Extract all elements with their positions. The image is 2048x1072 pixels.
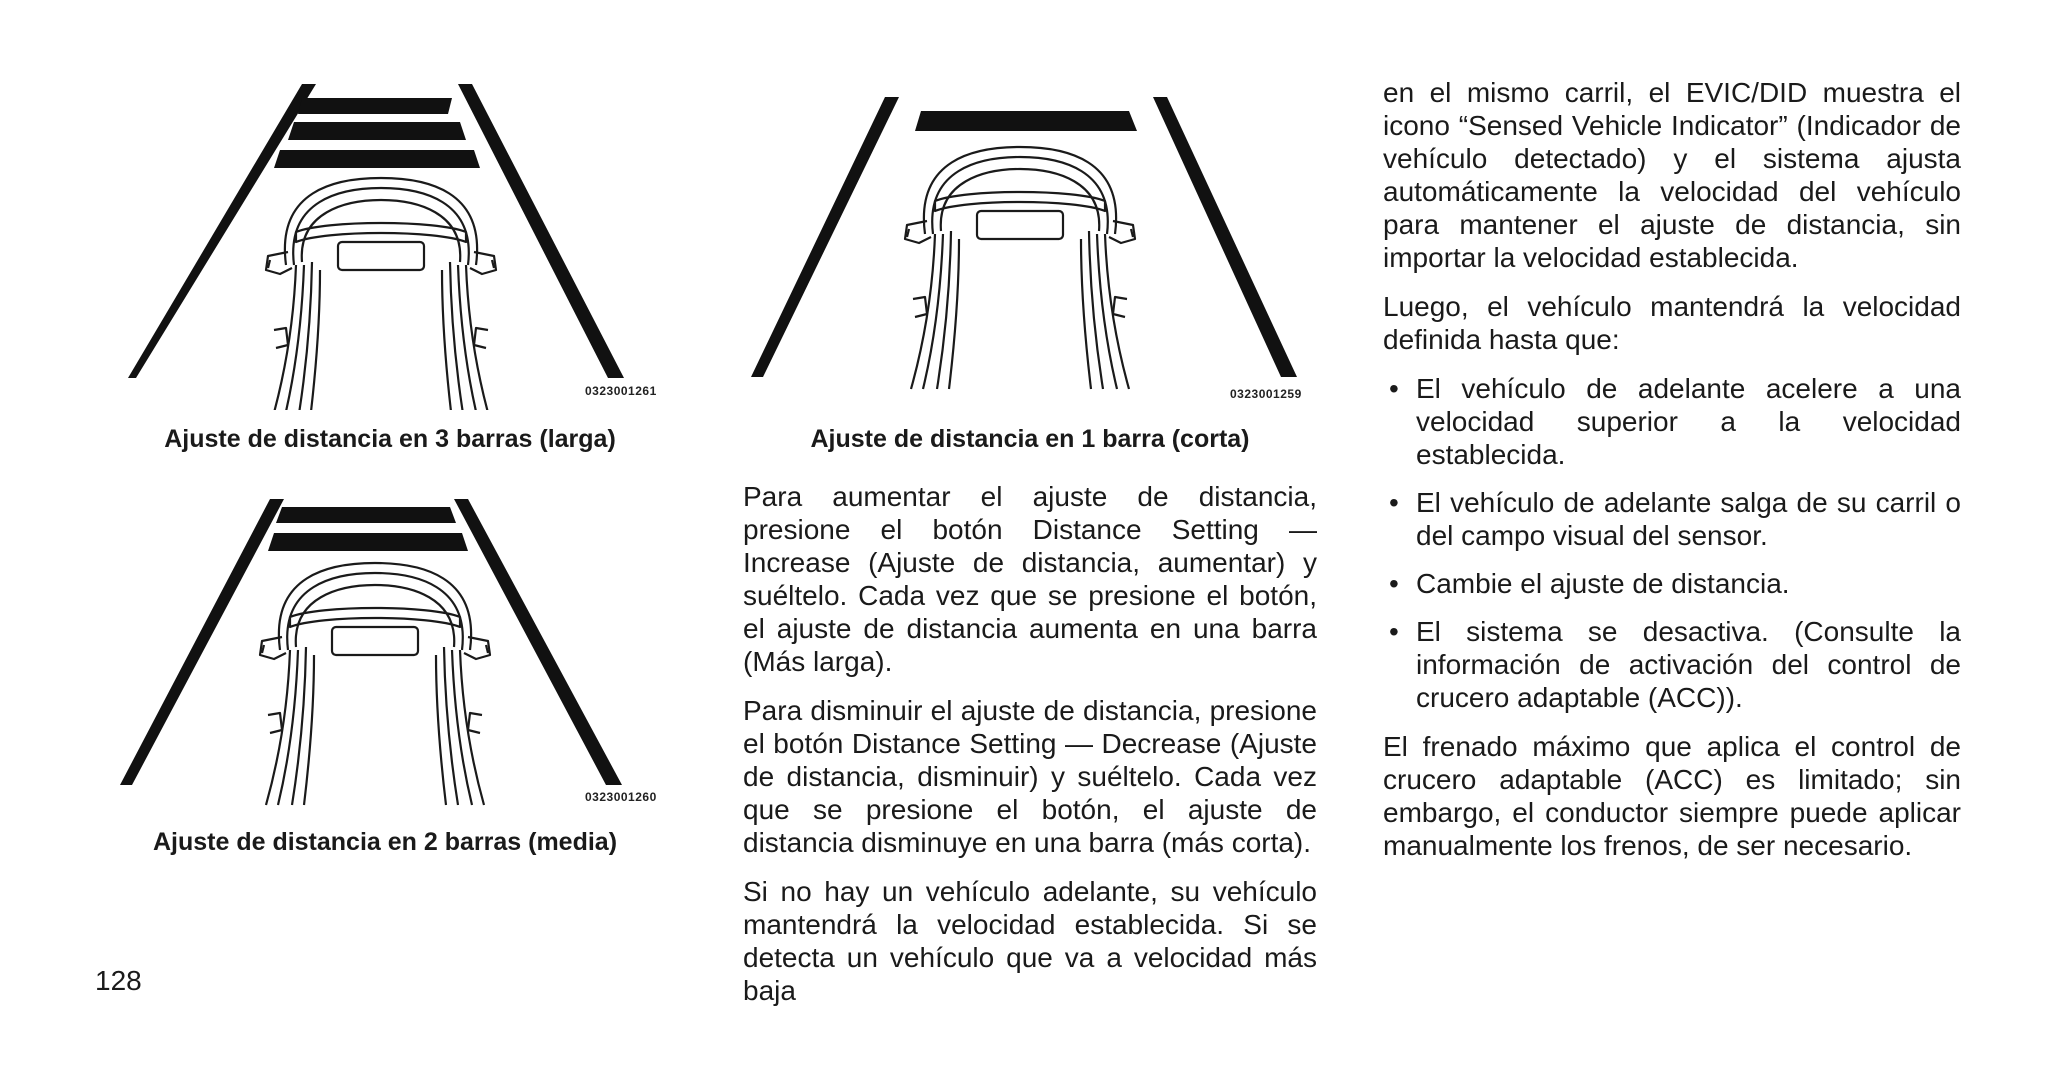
paragraph: en el mismo carril, el EVIC/DID muestra el icono “Sensed Vehicle Indicator” (Indicador de vehículo detectado) y el sistema ajusta automáticamente la velocidad del vehículo para mantener el ajuste de distancia, sin importar la velocidad establecida.: [1383, 77, 1961, 273]
bullet-icon: •: [1389, 487, 1399, 518]
figure-code: 0323001259: [1230, 387, 1302, 401]
figure-code: 0323001261: [585, 384, 657, 398]
page-number: 128: [95, 965, 142, 996]
middle-column: [743, 480, 1317, 1023]
right-column: [1383, 76, 1961, 878]
bullet-list: [1383, 372, 1961, 714]
bullet-icon: •: [1389, 568, 1399, 599]
figure-code: 0323001260: [585, 790, 657, 804]
paragraph: El frenado máximo que aplica el control de crucero adaptable (ACC) es limitado; sin embargo, el conductor siempre puede aplicar manualmente los frenos, de ser necesario.: [1383, 731, 1961, 861]
figure-2-bars: [110, 495, 680, 825]
distance-2-bars-illustration: [110, 495, 680, 825]
figure-1-bar: [745, 95, 1325, 415]
distance-1-bar-illustration: [745, 95, 1325, 415]
list-item: • El vehículo de adelante acelere a una velocidad superior a la velocidad establecida.: [1389, 373, 1961, 470]
figure-caption: Ajuste de distancia en 2 barras (media): [152, 828, 618, 856]
list-item: • Cambie el ajuste de distancia.: [1389, 568, 1790, 599]
figure-caption: Ajuste de distancia en 1 barra (corta): [810, 425, 1250, 453]
bullet-icon: •: [1389, 616, 1399, 647]
figure-caption: Ajuste de distancia en 3 barras (larga): [164, 425, 616, 453]
figure-3-bars: [120, 80, 680, 410]
list-item: • El sistema se desactiva. (Consulte la información de activación del control de crucero adaptable (ACC)).: [1389, 616, 1961, 713]
paragraph: Luego, el vehículo mantendrá la velocidad definida hasta que:: [1383, 291, 1961, 355]
paragraph: Si no hay un vehículo adelante, su vehículo mantendrá la velocidad establecida. Si se detecta un vehículo que va a velocidad más baja: [743, 876, 1317, 1006]
bullet-icon: •: [1389, 373, 1399, 404]
distance-3-bars-illustration: [120, 80, 680, 410]
list-item: • El vehículo de adelante salga de su carril o del campo visual del sensor.: [1389, 487, 1961, 551]
paragraph: Para disminuir el ajuste de distancia, presione el botón Distance Setting — Decrease (Ajuste de distancia, disminuir) y suéltelo. Cada vez que se presione el botón, el ajuste de distancia disminuye en una barra (más corta).: [743, 695, 1317, 858]
paragraph: Para aumentar el ajuste de distancia, presione el botón Distance Setting — Increase (Ajuste de distancia, aumentar) y suéltelo. Cada vez que se presione el botón, el ajuste de distancia aumenta en una barra (Más larga).: [743, 481, 1317, 677]
